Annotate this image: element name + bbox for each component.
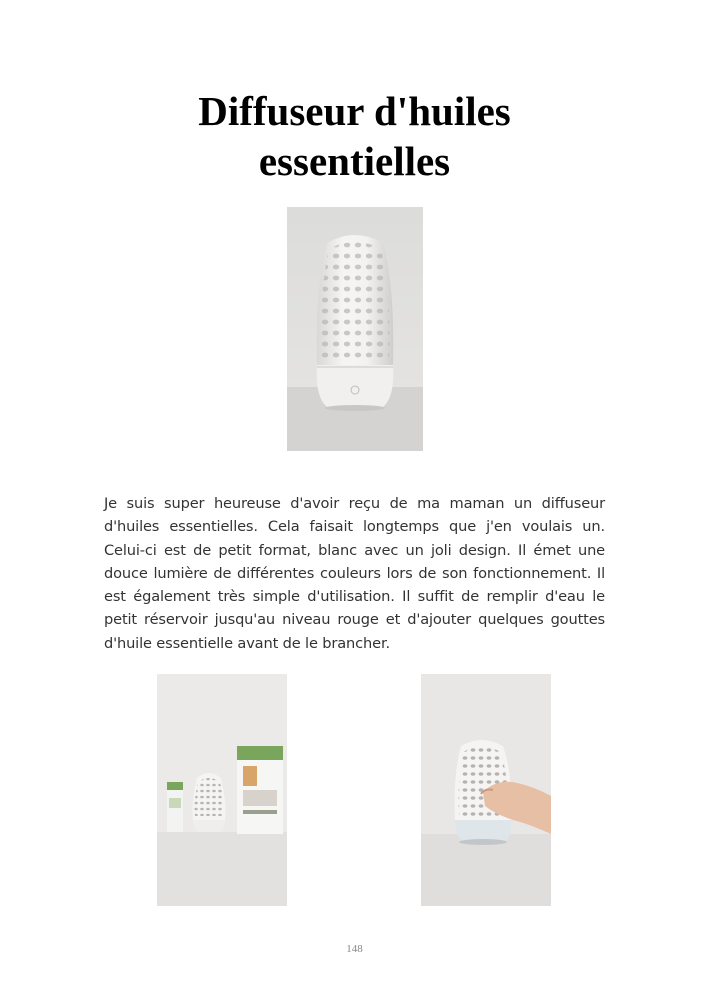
diffuser-front-photo	[287, 207, 423, 451]
page-title-line-1: Diffuseur d'huiles	[198, 88, 511, 134]
body-paragraph: Je suis super heureuse d'avoir reçu de ma maman un diffuseur d'huiles essentielles. Cela faisait longtemps que j'en voulais un. Celui-ci est de petit format, blanc avec un joli design. Il émet une douce lumière de différentes couleurs lors de son fonctionnement. Il est également très simple d'utilisation. Il suffit de remplir d'eau le petit réservoir jusqu'au niveau rouge et d'ajouter quelques gouttes d'huile essentielle avant de le brancher.	[104, 495, 605, 652]
hand-holding-diffuser-photo	[421, 674, 551, 906]
page-number: 148	[346, 943, 363, 955]
page-title	[0, 86, 709, 186]
page-title-line-2: essentielles	[258, 138, 451, 184]
diffuser-with-oil-boxes-photo	[157, 674, 287, 906]
